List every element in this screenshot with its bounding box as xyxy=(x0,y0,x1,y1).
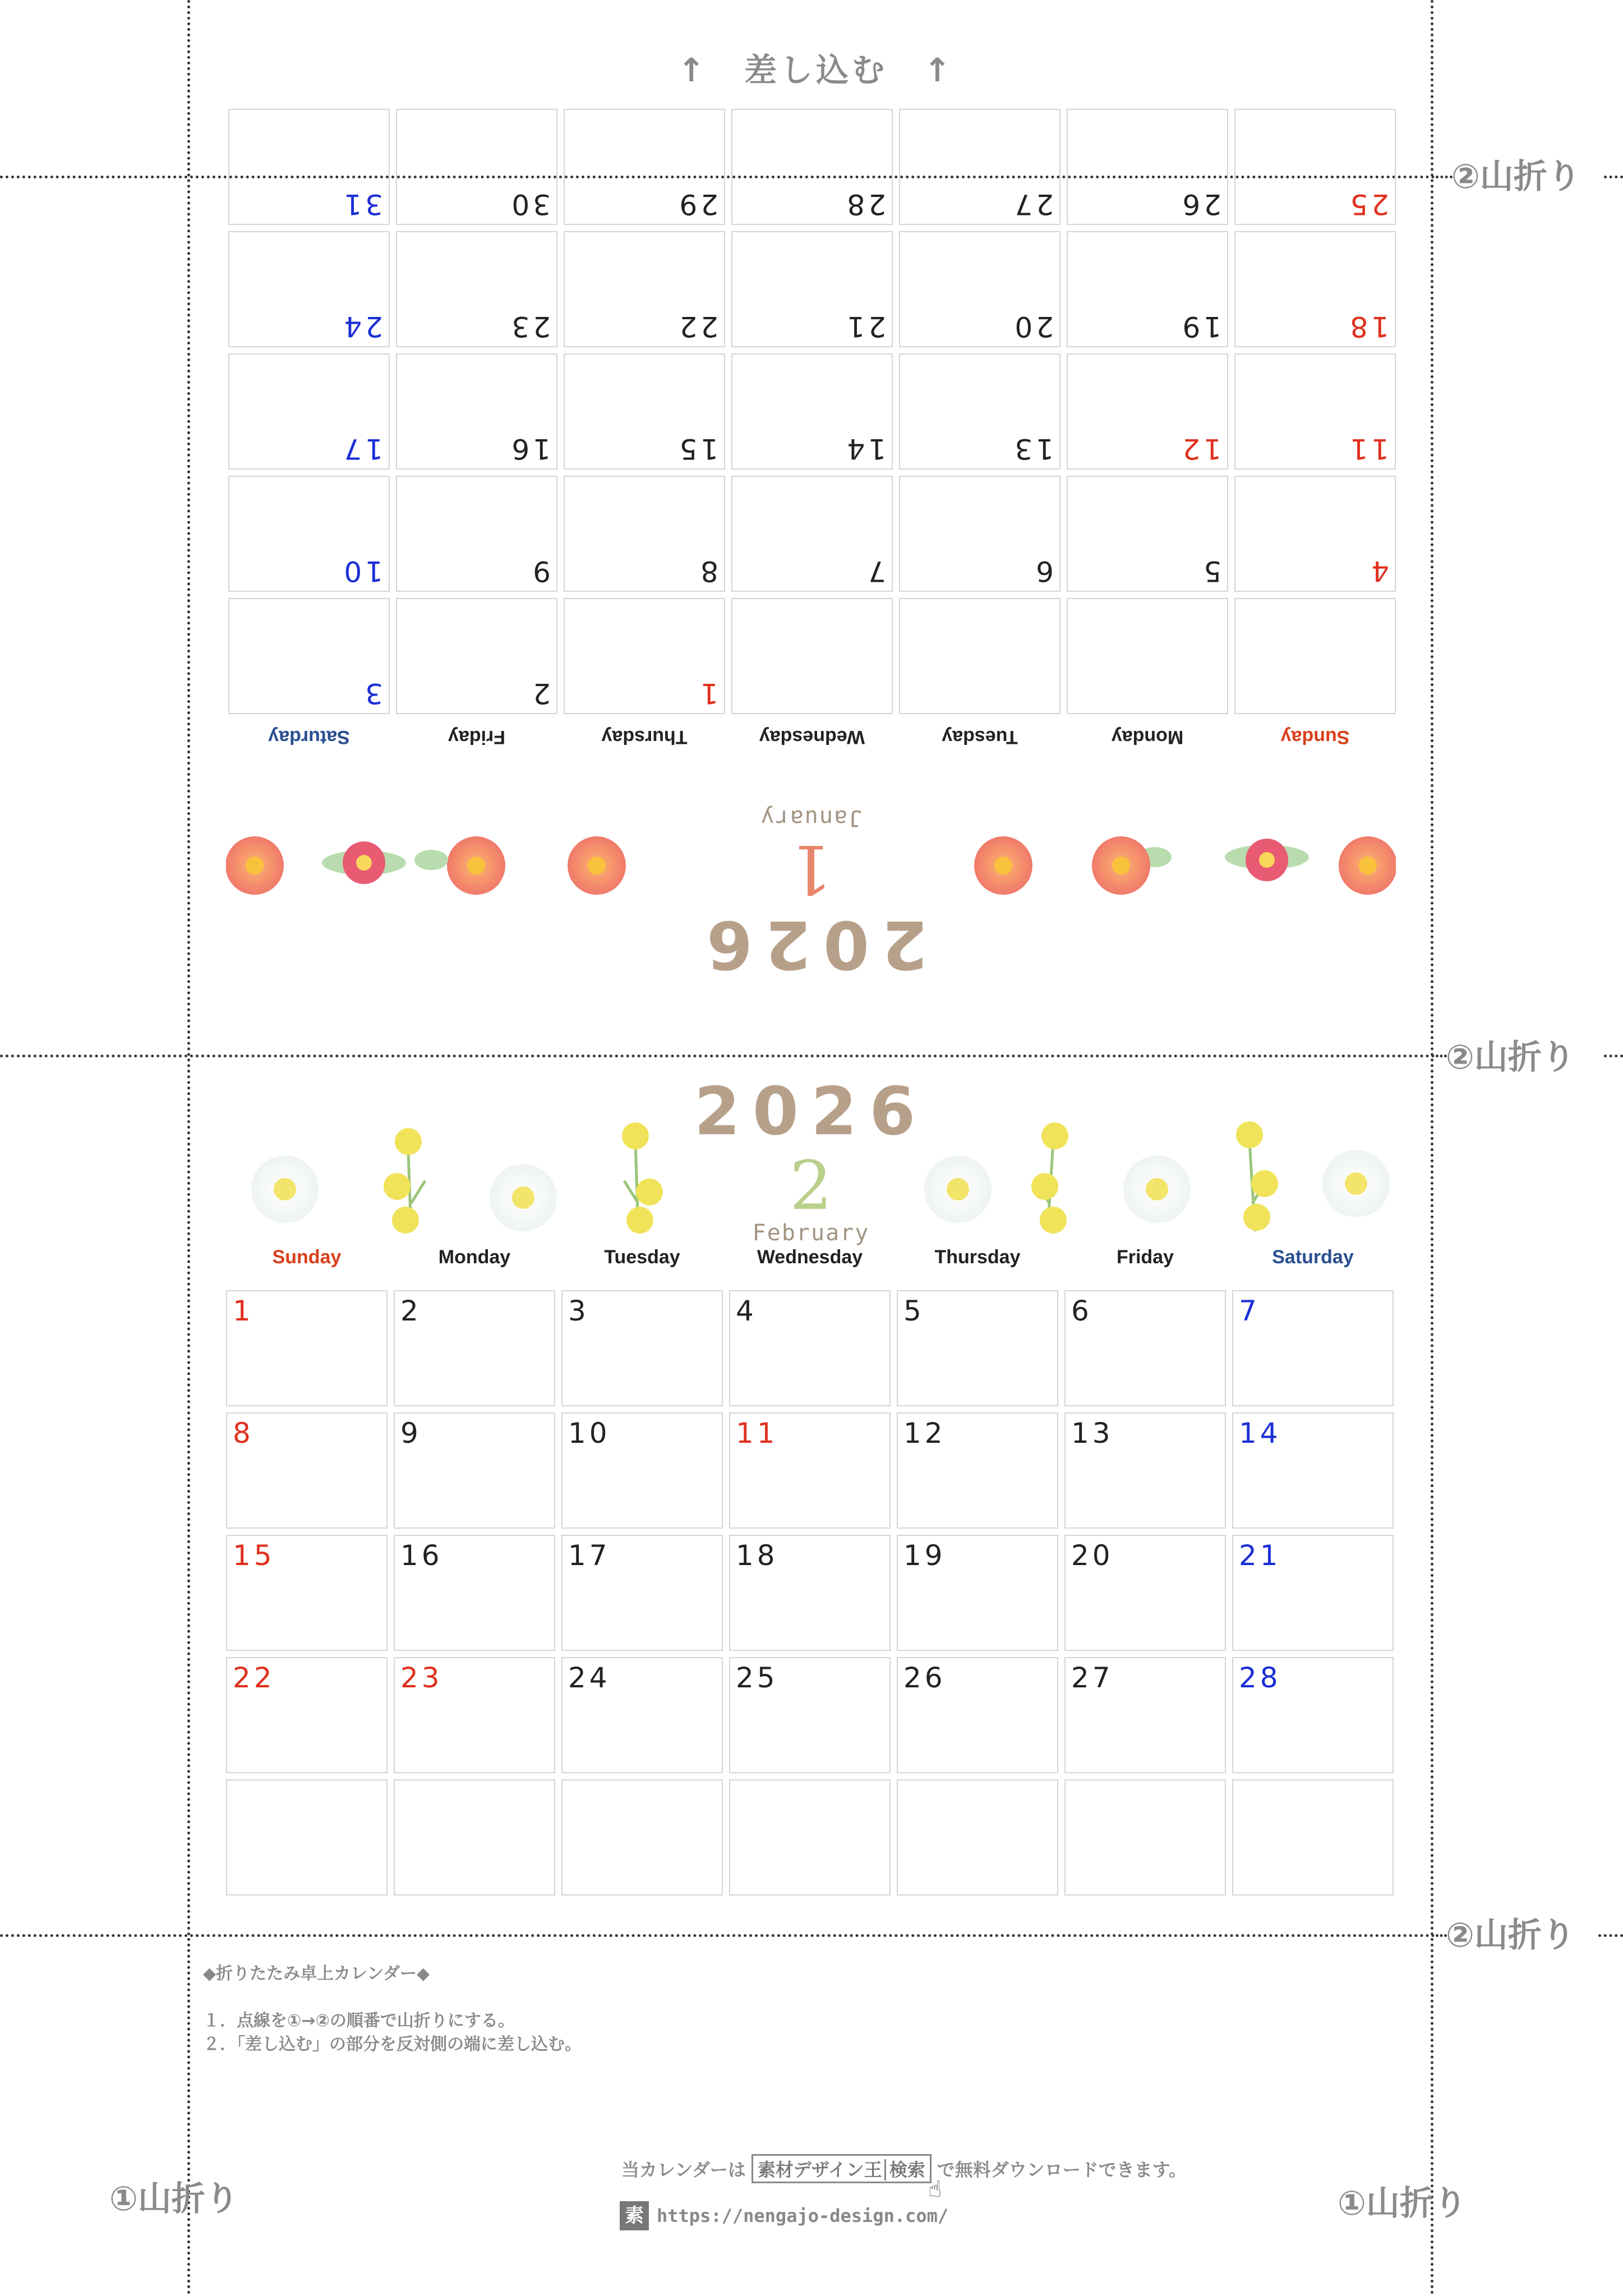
fold-line-bottom-end xyxy=(1598,1934,1623,1937)
fold-line-bottom xyxy=(0,1934,1436,1937)
day-cell xyxy=(897,1779,1058,1895)
search-box[interactable] xyxy=(751,2154,932,2183)
day-cell xyxy=(1234,109,1396,225)
day-cell xyxy=(729,1412,891,1529)
day-number: 3 xyxy=(362,677,383,710)
flower-decoration xyxy=(226,1119,1396,1248)
narcissus-icon xyxy=(924,1156,992,1223)
day-cell xyxy=(564,476,725,592)
day-cell xyxy=(1232,1412,1394,1529)
day-cell xyxy=(561,1779,723,1895)
day-cell xyxy=(228,109,390,225)
narcissus-icon xyxy=(251,1156,319,1223)
site-url[interactable]: https://nengajo-design.com/ xyxy=(657,2205,949,2226)
day-cell xyxy=(899,598,1061,714)
day-cell xyxy=(729,1657,891,1773)
day-number: 30 xyxy=(508,188,551,220)
fold-label-1-right: ①山折り xyxy=(1338,2184,1467,2223)
february-year: 2026 xyxy=(694,1073,928,1150)
site-logo-icon: 素 xyxy=(620,2201,649,2230)
january-weekday-header xyxy=(226,726,1396,748)
day-cell xyxy=(228,476,390,592)
instructions-step-1: １．点線を①→②の順番で山折りにする。 xyxy=(203,2011,515,2031)
weekday-friday: Friday xyxy=(1116,1246,1174,1268)
day-cell xyxy=(561,1535,723,1651)
day-number: 27 xyxy=(1071,1662,1114,1694)
fold-line-top-end xyxy=(1604,176,1623,178)
day-cell xyxy=(1234,476,1396,592)
day-cell xyxy=(899,231,1061,347)
footer-prefix: 当カレンダーは xyxy=(621,2159,746,2180)
day-cell xyxy=(731,598,893,714)
day-number: 24 xyxy=(340,310,383,343)
pointer-cursor-icon: ☝ xyxy=(928,2177,942,2202)
fold-line-middle xyxy=(0,1055,1436,1057)
day-number: 26 xyxy=(1179,188,1221,220)
february-grid xyxy=(226,1290,1396,1895)
day-cell xyxy=(899,109,1061,225)
camellia-icon xyxy=(1339,836,1396,895)
day-number: 12 xyxy=(1179,432,1221,465)
day-cell xyxy=(226,1657,388,1773)
day-number: 15 xyxy=(233,1539,275,1572)
january-header xyxy=(226,776,1396,1023)
weekday-wednesday: Wednesday xyxy=(759,726,865,748)
camellia-icon xyxy=(974,836,1032,895)
day-cell xyxy=(731,231,893,347)
fold-label-1-left: ①山折り xyxy=(109,2179,239,2219)
day-number: 6 xyxy=(1071,1295,1092,1327)
day-cell xyxy=(729,1535,891,1651)
day-number: 11 xyxy=(1347,432,1389,465)
day-cell xyxy=(396,231,557,347)
weekday-thursday: Thursday xyxy=(601,726,688,748)
day-cell xyxy=(1064,1412,1226,1529)
day-cell xyxy=(396,598,557,714)
fold-line-middle-end xyxy=(1604,1055,1623,1057)
day-cell xyxy=(396,109,557,225)
fold-label-2-middle: ②山折り xyxy=(1446,1038,1575,1077)
day-cell xyxy=(729,1779,891,1895)
fold-line-bottom-tick xyxy=(1436,1934,1447,1937)
day-number: 9 xyxy=(529,555,551,587)
weekday-thursday: Thursday xyxy=(934,1246,1021,1268)
camellia-pink-icon xyxy=(1225,839,1309,881)
camellia-icon xyxy=(1092,836,1172,895)
day-cell xyxy=(564,109,725,225)
day-cell xyxy=(897,1657,1058,1773)
day-number: 7 xyxy=(865,555,886,587)
day-number: 27 xyxy=(1011,188,1054,220)
day-number: 4 xyxy=(1368,555,1389,587)
day-cell xyxy=(1067,109,1228,225)
camellia-icon xyxy=(226,836,284,895)
day-number: 14 xyxy=(843,432,886,465)
weekday-tuesday: Tuesday xyxy=(942,726,1018,748)
day-number: 23 xyxy=(508,310,551,343)
day-cell xyxy=(561,1412,723,1529)
day-number: 25 xyxy=(1347,188,1389,220)
day-number: 26 xyxy=(903,1662,946,1694)
january-month-number: 1 xyxy=(789,830,833,908)
day-cell xyxy=(1064,1657,1226,1773)
january-month-name: January xyxy=(759,805,863,831)
weekday-monday: Monday xyxy=(1111,726,1184,748)
february-month-number: 2 xyxy=(789,1147,833,1225)
day-cell xyxy=(226,1290,388,1406)
day-number: 28 xyxy=(1239,1662,1281,1694)
day-number: 14 xyxy=(1239,1417,1281,1450)
day-number: 22 xyxy=(676,310,718,343)
weekday-saturday: Saturday xyxy=(268,726,350,748)
day-number: 24 xyxy=(568,1662,611,1694)
day-number: 9 xyxy=(400,1417,422,1450)
search-term: 素材デザイン王 xyxy=(757,2159,882,2180)
day-number: 16 xyxy=(400,1539,443,1572)
day-cell xyxy=(561,1290,723,1406)
day-cell xyxy=(226,1535,388,1651)
search-button[interactable]: 検索 xyxy=(884,2159,925,2180)
day-cell xyxy=(394,1290,555,1406)
day-number: 25 xyxy=(736,1662,778,1694)
weekday-friday: Friday xyxy=(448,726,506,748)
weekday-tuesday: Tuesday xyxy=(604,1246,680,1268)
day-cell xyxy=(1232,1290,1394,1406)
day-cell xyxy=(731,476,893,592)
instructions-title: ◆折りたたみ卓上カレンダー◆ xyxy=(203,1964,430,1984)
weekday-wednesday: Wednesday xyxy=(757,1246,863,1268)
yellow-flower-icon xyxy=(1236,1121,1278,1231)
fold-label-2-top: ②山折り xyxy=(1451,157,1581,196)
camellia-pink-icon xyxy=(322,841,406,884)
day-number: 21 xyxy=(1239,1539,1281,1572)
day-cell xyxy=(226,1412,388,1529)
day-cell xyxy=(729,1290,891,1406)
day-number: 16 xyxy=(508,432,551,465)
day-number: 11 xyxy=(736,1417,778,1450)
weekday-monday: Monday xyxy=(438,1246,511,1268)
day-cell xyxy=(396,476,557,592)
narcissus-icon xyxy=(490,1164,557,1231)
day-number: 1 xyxy=(233,1295,254,1327)
day-number: 2 xyxy=(529,677,551,710)
day-number: 7 xyxy=(1239,1295,1260,1327)
day-cell xyxy=(1064,1290,1226,1406)
narcissus-icon xyxy=(1322,1150,1390,1217)
day-cell xyxy=(564,353,725,470)
day-number: 13 xyxy=(1011,432,1054,465)
day-number: 23 xyxy=(400,1662,443,1694)
day-number: 8 xyxy=(233,1417,254,1450)
day-cell xyxy=(564,231,725,347)
day-number: 5 xyxy=(903,1295,925,1327)
day-number: 3 xyxy=(568,1295,589,1327)
february-month-name: February xyxy=(752,1220,870,1246)
day-number: 28 xyxy=(843,188,886,220)
day-number: 19 xyxy=(903,1539,946,1572)
day-number: 15 xyxy=(676,432,718,465)
day-cell xyxy=(731,353,893,470)
january-calendar xyxy=(226,188,1396,1023)
footer-suffix: で無料ダウンロードできます。 xyxy=(937,2159,1187,2180)
fold-line-middle-tick xyxy=(1436,1055,1447,1057)
day-cell xyxy=(897,1290,1058,1406)
fold-label-2-bottom: ②山折り xyxy=(1446,1916,1575,1955)
weekday-sunday: Sunday xyxy=(272,1246,342,1268)
day-number: 29 xyxy=(676,188,718,220)
day-cell xyxy=(561,1657,723,1773)
day-cell xyxy=(1067,353,1228,470)
day-cell xyxy=(228,231,390,347)
day-number: 6 xyxy=(1032,555,1054,587)
footer-download-note xyxy=(621,2154,1187,2183)
day-cell xyxy=(899,353,1061,470)
camellia-icon xyxy=(568,836,626,895)
weekday-sunday: Sunday xyxy=(1280,726,1350,748)
day-number: 31 xyxy=(340,188,383,220)
day-cell xyxy=(1232,1535,1394,1651)
insert-label: ↑ 差し込む ↑ xyxy=(677,51,955,89)
day-number: 19 xyxy=(1179,310,1221,343)
fold-line-top-tick xyxy=(1436,176,1453,178)
february-weekday-header xyxy=(226,1246,1396,1268)
day-number: 1 xyxy=(697,677,718,710)
day-number: 10 xyxy=(568,1417,611,1450)
instructions-step-2: ２．「差し込む」の部分を反対側の端に差し込む。 xyxy=(203,2035,582,2054)
day-cell xyxy=(1232,1779,1394,1895)
day-cell xyxy=(897,1535,1058,1651)
day-cell xyxy=(1234,598,1396,714)
day-cell xyxy=(394,1535,555,1651)
day-number: 21 xyxy=(843,310,886,343)
weekday-saturday: Saturday xyxy=(1272,1246,1354,1268)
day-number: 2 xyxy=(400,1295,422,1327)
yellow-flower-icon xyxy=(1031,1122,1068,1234)
day-number: 22 xyxy=(233,1662,275,1694)
day-cell xyxy=(228,353,390,470)
day-cell xyxy=(1234,231,1396,347)
day-number: 10 xyxy=(340,555,383,587)
day-cell xyxy=(1064,1779,1226,1895)
footer-site xyxy=(620,2201,948,2230)
yellow-flower-icon xyxy=(622,1122,663,1234)
day-number: 17 xyxy=(340,432,383,465)
day-cell xyxy=(1067,476,1228,592)
day-cell xyxy=(394,1779,555,1895)
day-cell xyxy=(1064,1535,1226,1651)
day-number: 12 xyxy=(903,1417,946,1450)
day-number: 18 xyxy=(1347,310,1389,343)
day-cell xyxy=(564,598,725,714)
day-number: 20 xyxy=(1071,1539,1114,1572)
january-grid xyxy=(226,109,1396,714)
day-cell xyxy=(1067,598,1228,714)
day-number: 13 xyxy=(1071,1417,1114,1450)
day-number: 20 xyxy=(1011,310,1054,343)
day-cell xyxy=(1234,353,1396,470)
camellia-flowers-decoration xyxy=(226,821,1396,899)
camellia-icon xyxy=(414,836,505,895)
day-number: 18 xyxy=(736,1539,778,1572)
day-cell xyxy=(1067,231,1228,347)
right-guide-line xyxy=(1431,0,1433,2296)
january-year: 2026 xyxy=(694,906,928,983)
narcissus-icon xyxy=(1123,1156,1191,1223)
day-cell xyxy=(897,1412,1058,1529)
day-cell xyxy=(731,109,893,225)
day-cell xyxy=(228,598,390,714)
day-number: 4 xyxy=(736,1295,757,1327)
day-cell xyxy=(394,1657,555,1773)
day-number: 5 xyxy=(1200,555,1221,587)
day-cell xyxy=(394,1412,555,1529)
day-number: 17 xyxy=(568,1539,611,1572)
day-cell xyxy=(899,476,1061,592)
day-cell xyxy=(1232,1657,1394,1773)
day-cell xyxy=(396,353,557,470)
yellow-flower-icon xyxy=(384,1128,422,1234)
day-cell xyxy=(226,1779,388,1895)
left-guide-line xyxy=(187,0,190,2296)
day-number: 8 xyxy=(697,555,718,587)
